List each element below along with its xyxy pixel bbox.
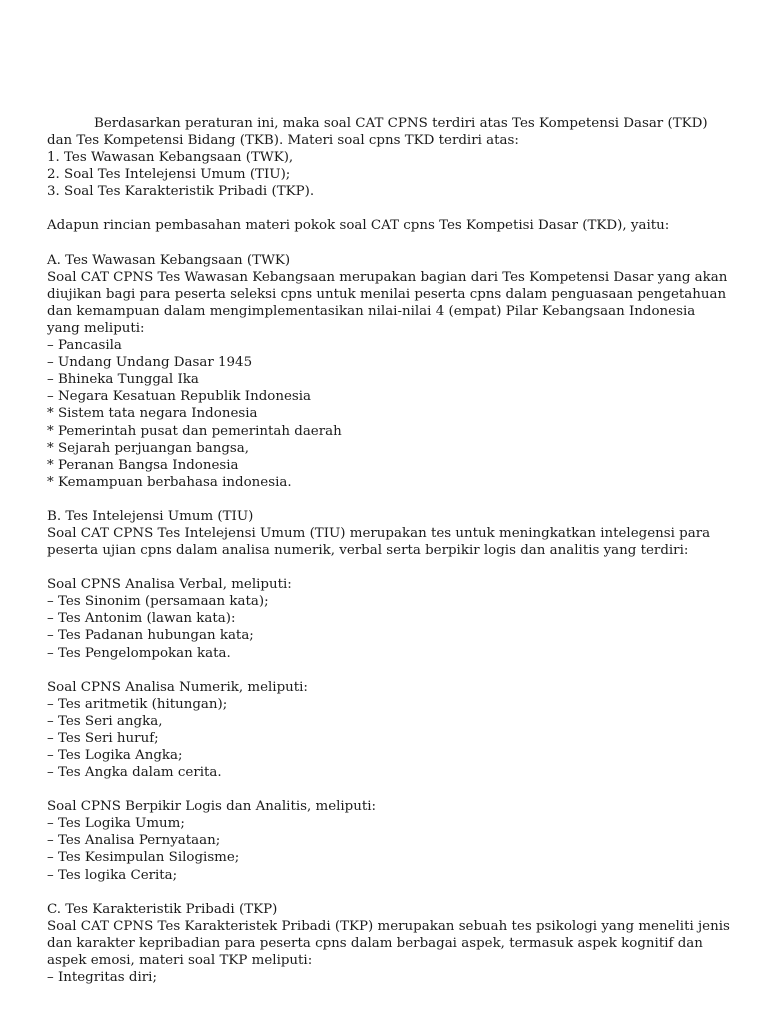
section-a-list-item: – Undang Undang Dasar 1945 [47, 355, 253, 371]
section-b-body-line: Soal CAT CPNS Tes Intelejensi Umum (TIU) merupakan tes untuk meningkatkan intelegensi para [47, 525, 711, 541]
section-a-heading: A. Tes Wawasan Kebangsaan (TWK) [47, 252, 291, 268]
section-c-heading: C. Tes Karakteristik Pribadi (TKP) [47, 901, 278, 917]
summary-line: Adapun rincian pembasahan materi pokok soal CAT cpns Tes Kompetisi Dasar (TKD), yaitu: [47, 218, 670, 234]
section-a-list-item: * Pemerintah pusat dan pemerintah daerah [47, 423, 342, 439]
section-a-list-item: * Peranan Bangsa Indonesia [47, 457, 239, 473]
section-c-list-item: – Integritas diri; [47, 970, 157, 986]
verbal-list-item: – Tes Padanan hubungan kata; [47, 628, 254, 644]
section-a-body-line: diujikan bagi para peserta seleksi cpns untuk menilai peserta cpns dalam penguasaan pengetahuan [47, 286, 727, 302]
verbal-list-item: – Tes Pengelompokan kata. [47, 645, 231, 661]
intro-line: dan Tes Kompetensi Bidang (TKB). Materi soal cpns TKD terdiri atas: [47, 133, 519, 149]
intro-list-item: 3. Soal Tes Karakteristik Pribadi (TKP). [47, 184, 315, 200]
logis-list-item: – Tes Kesimpulan Silogisme; [47, 850, 240, 866]
intro-list-item: 1. Tes Wawasan Kebangsaan (TWK), [47, 150, 294, 166]
numerik-list-item: – Tes aritmetik (hitungan); [47, 696, 228, 712]
section-c-body-line: aspek emosi, materi soal TKP meliputi: [47, 952, 313, 968]
section-b-body-line: peserta ujian cpns dalam analisa numerik, verbal serta berpikir logis dan analitis yang terdiri: [47, 543, 689, 559]
intro-line: Berdasarkan peraturan ini, maka soal CAT CPNS terdiri atas Tes Kompetensi Dasar (TKD) [94, 116, 708, 131]
verbal-list-item: – Tes Sinonim (persamaan kata); [47, 594, 269, 610]
numerik-list-item: – Tes Seri angka, [47, 713, 163, 729]
section-a-list-item: * Kemampuan berbahasa indonesia. [47, 474, 292, 490]
section-a-list-item: * Sistem tata negara Indonesia [47, 406, 258, 422]
logis-list-item: – Tes Logika Umum; [47, 816, 185, 832]
logis-list-item: – Tes logika Cerita; [47, 867, 178, 883]
numerik-title: Soal CPNS Analisa Numerik, meliputi: [47, 679, 308, 695]
intro-list-item: 2. Soal Tes Intelejensi Umum (TIU); [47, 167, 291, 183]
section-a-list-item: – Bhineka Tunggal Ika [47, 372, 199, 388]
numerik-list-item: – Tes Seri huruf; [47, 730, 159, 746]
section-b-heading: B. Tes Intelejensi Umum (TIU) [47, 508, 254, 524]
section-a-body-line: Soal CAT CPNS Tes Wawasan Kebangsaan merupakan bagian dari Tes Kompetensi Dasar yang akan [47, 269, 728, 285]
section-a-list-item: * Sejarah perjuangan bangsa, [47, 440, 250, 456]
document-body [47, 115, 730, 986]
section-c-body-line: Soal CAT CPNS Tes Karakteristek Pribadi (TKP) merupakan sebuah tes psikologi yang meneliti jenis [47, 918, 730, 934]
numerik-list-item: – Tes Angka dalam cerita. [47, 765, 222, 781]
logis-list-item: – Tes Analisa Pernyataan; [47, 833, 221, 849]
logis-title: Soal CPNS Berpikir Logis dan Analitis, meliputi: [47, 799, 377, 815]
verbal-title: Soal CPNS Analisa Verbal, meliputi: [47, 577, 292, 593]
section-a-list-item: – Negara Kesatuan Republik Indonesia [47, 389, 312, 405]
numerik-list-item: – Tes Logika Angka; [47, 748, 183, 763]
section-a-body-line: dan kemampuan dalam mengimplementasikan nilai-nilai 4 (empat) Pilar Kebangsaan Indonesia [47, 303, 696, 319]
section-a-list-item: – Pancasila [47, 338, 122, 354]
section-a-body-line: yang meliputi: [47, 320, 145, 336]
section-c-body-line: dan karakter kepribadian para peserta cpns dalam berbagai aspek, termasuk aspek kognitif dan [47, 935, 703, 951]
verbal-list-item: – Tes Antonim (lawan kata): [47, 611, 236, 627]
